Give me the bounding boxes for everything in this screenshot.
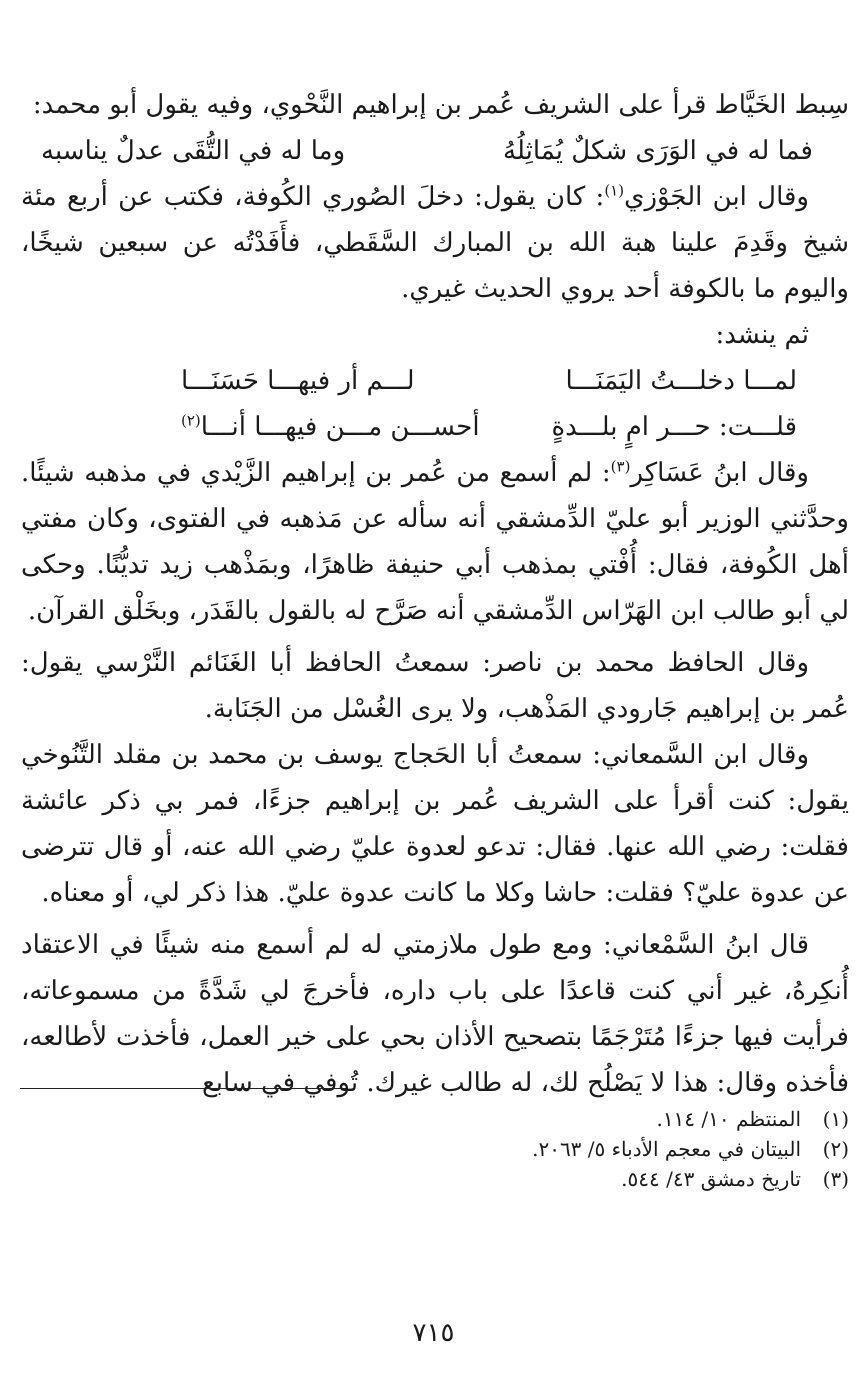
paragraph-1: سِبط الخَيَّاط قرأ على الشريف عُمر بن إبراهيم النَّحْوي، وفيه يقول أبو محمد: [32,90,849,120]
verse-2-second-hemistich: لـــم أر فيهـــا حَسَنَـــا [181,366,415,396]
footnote-3-number: (٣) [822,1167,849,1191]
paragraph-3: ثم ينشد: [715,320,809,350]
paragraph-2-lead: وقال ابن الجَوْزي [624,182,809,212]
page-number: ٧١٥ [412,1318,455,1348]
paragraph-7: قال ابنُ السَّمْعاني: ومع طول ملازمتي له لم أسمع منه شيئًا في الاعتقاد أُنكِرهُ، غير أني كنت قاعدًا على باب داره، فأخرجَ لي شَدَّةً من مسموعاته، فرأيت فيها جزءًا مُتَرْجَمًا بتصحيح الأذان بحي على خير العمل، فأخذت لأطالعه، فأخذه وقال: هذا لا يَصْلُح لك، له طالب غيرك. تُوفي في سابع [21,930,849,1098]
paragraph-2 [21,174,849,312]
verse-3 [21,404,849,450]
main-text [21,82,849,1106]
footnote-ref-1: (١) [604,181,625,200]
paragraph-2-text: : كان يقول: دخلَ الصُوري الكُوفة، فكتب عن أربع مئة شيخ وقَدِمَ علينا هبة الله بن المبارك السَّقَطي، فأَفَدْتُه عن سبعين شيخًا، واليوم ما بالكوفة أحد يروي الحديث غيري. [21,182,849,304]
verse-3-first-hemistich: قلـــت: حـــر امٍ بلـــدةٍ [551,412,797,442]
footnotes [21,1104,849,1194]
footnote-2-text: البيتان في معجم الأدباء ٥/ ٢٠٦٣. [532,1137,801,1161]
paragraph-6: وقال ابن السَّمعاني: سمعتُ أبا الحَجاج يوسف بن محمد بن مقلد التَّنُوخي يقول: كنت أقرأ على الشريف عُمر بن إبراهيم جزءًا، فمر بي ذكر عائشة فقلت: رضي الله عنها. فقال: تدعو لعدوة عليّ رضي الله عنه، أو قال تترضى عن عدوة عليّ؟ فقلت: حاشا وكلا ما كانت عدوة عليّ. هذا ذكر لي، أو معناه. [21,740,849,908]
footnote-3 [21,1164,849,1194]
footnote-separator [20,1088,346,1089]
paragraph-5: وقال الحافظ محمد بن ناصر: سمعتُ الحافظ أبا الغَنَائم النَّرْسي يقول: عُمر بن إبراهيم جَارودي المَذْهب، ولا يرى الغُسْل من الجَنَابة. [21,648,849,724]
verse-2 [21,358,849,404]
footnote-ref-2: (٢) [181,411,201,430]
paragraph-4-lead: وقال ابنُ عَسَاكِر [630,458,809,488]
footnote-1 [21,1104,849,1134]
verse-2-first-hemistich: لمـــا دخلـــتُ اليَمَنَـــا [565,366,797,396]
footnote-2-number: (٢) [822,1137,849,1161]
footnote-2 [21,1134,849,1164]
verse-3-second-hemistich [181,404,480,450]
paragraph-4-text: : لم أسمع من عُمر بن إبراهيم الزَّيْدي في مذهبه شيئًا. وحدَّثني الوزير أبو عليّ الدِّمشقي أنه سأله عن مَذهبه في الفتوى، وكان مفتي أهل الكُوفة، فقال: أُفْتي بمذهب أبي حنيفة ظاهرًا، وبمَذْهب زيد تديُّنًا. وحكى لي أبو طالب ابن الهَرّاس الدِّمشقي أنه صَرَّح له بالقول بالقَدَر، وبخَلْق القرآن. [21,458,849,626]
footnote-1-number: (١) [822,1107,849,1131]
verse-1-first-hemistich: فما له في الوَرَى شكلٌ يُمَاثِلُهُ [503,136,813,166]
footnote-3-text: تاريخ دمشق ٤٣/ ٥٤٤. [621,1167,801,1191]
paragraph-4 [21,450,849,634]
footnote-1-text: المنتظم ١٠/ ١١٤. [656,1107,801,1131]
verse-3-second-text: أحســـن مـــن فيهـــا أنـــا [200,412,480,442]
verse-1-second-hemistich: وما له في التُّقَى عدلٌ يناسبه [41,136,346,166]
verse-1 [21,128,849,174]
footnote-ref-3: (٣) [610,457,631,476]
